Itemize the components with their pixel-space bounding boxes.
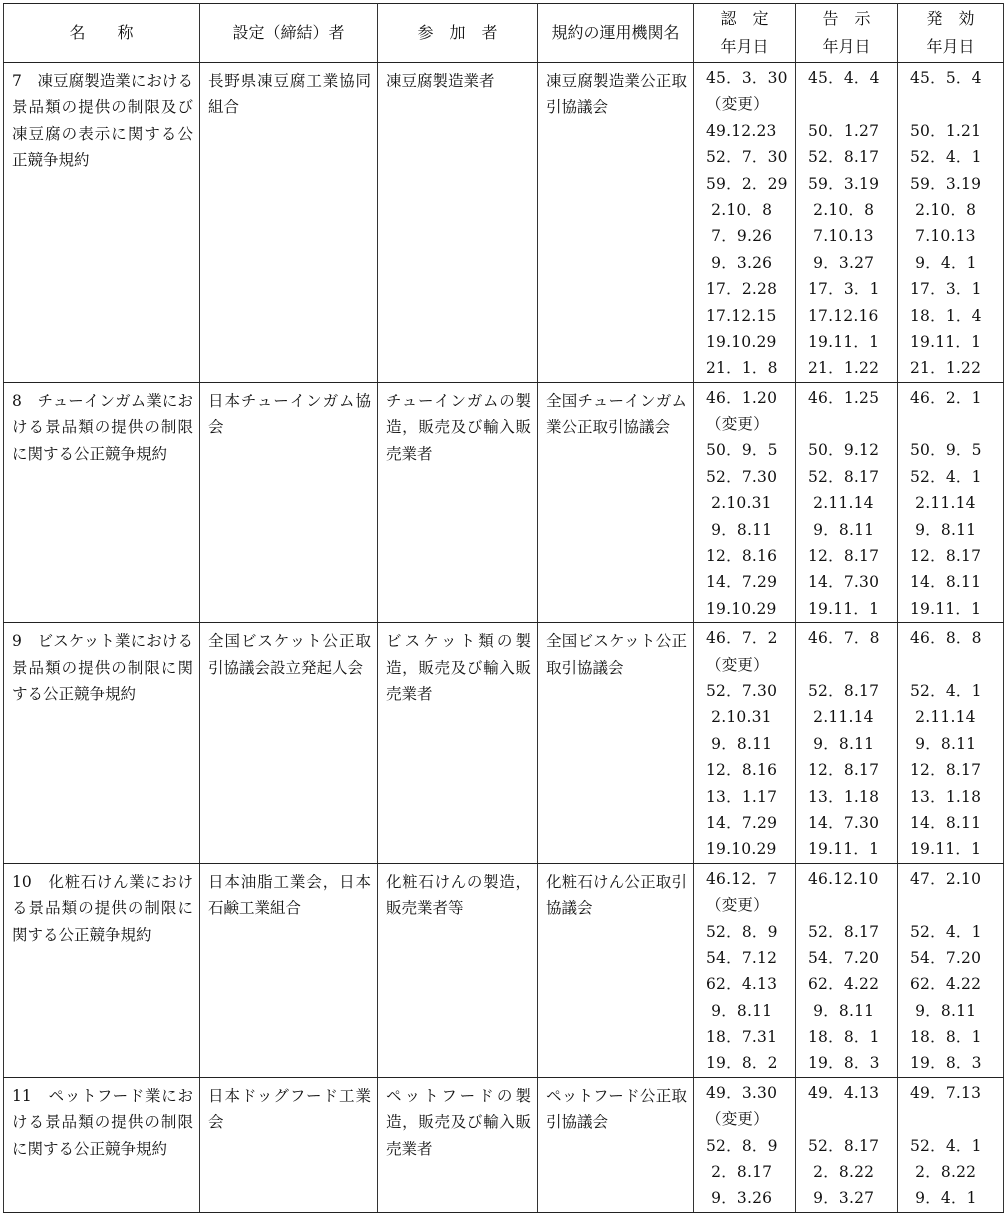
date-cell: 2.10．8 <box>706 200 773 219</box>
date-cell: 46．7．8 <box>808 629 880 648</box>
date-cell: 9．8.11 <box>808 1001 875 1020</box>
date-cell: 2.11.14 <box>808 494 874 513</box>
date-cell: （変更） <box>706 415 769 434</box>
date-cell: 19.11．1 <box>808 332 880 351</box>
header-approved: 認 定 年月日 <box>694 4 796 63</box>
date-cell: 2.10.31 <box>706 708 772 727</box>
date-cell: 7.10.13 <box>808 227 874 246</box>
notified-dates <box>796 863 898 1077</box>
date-cell: 46.12.10 <box>808 869 879 888</box>
date-cell: 52．8.17 <box>808 148 880 167</box>
date-cell <box>796 652 897 678</box>
table-row <box>4 63 1004 383</box>
date-cell: 21．1．8 <box>706 359 778 378</box>
date-cell: 59．3.19 <box>808 174 880 193</box>
row-operator: 凍豆腐製造業公正取引協議会 <box>538 63 694 383</box>
date-cell: 45．4．4 <box>808 69 880 87</box>
approved-dates <box>694 863 796 1077</box>
date-cell: 59．3.19 <box>910 174 982 193</box>
date-cell: 50．9.12 <box>808 441 880 460</box>
table-row <box>4 623 1004 864</box>
approved-dates <box>694 623 796 864</box>
row-name: 8 チューインガム業における景品類の提供の制限に関する公正競争規約 <box>4 382 200 623</box>
date-cell: 9．4．1 <box>910 1189 977 1208</box>
effective-dates <box>898 623 1004 864</box>
date-cell: 2.10．8 <box>808 200 875 219</box>
date-cell: 9．8.11 <box>706 734 773 753</box>
row-setter: 全国ビスケット公正取引協議会設立発起人会 <box>200 623 378 864</box>
row-participants: ビスケット類の製造，販売及び輸入販売業者 <box>378 623 538 864</box>
date-cell: 7.10.13 <box>910 227 976 246</box>
date-cell: 18．8．1 <box>808 1028 880 1047</box>
table-row <box>4 863 1004 1077</box>
date-cell: 9．3.26 <box>706 253 773 272</box>
date-cell: 14．7.30 <box>808 573 880 592</box>
regulations-table <box>3 3 1004 1213</box>
row-name: 10 化粧石けん業における景品類の提供の制限に関する公正競争規約 <box>4 863 200 1077</box>
date-cell: 52．8．9 <box>706 922 778 941</box>
table-row <box>4 1077 1004 1212</box>
date-cell: 46．8．8 <box>910 629 982 648</box>
date-cell: 14．7.29 <box>706 573 778 592</box>
date-cell: 45．3．30 <box>706 69 788 87</box>
row-participants: 化粧石けんの製造，販売業者等 <box>378 863 538 1077</box>
date-cell: 12．8.16 <box>706 547 778 566</box>
date-cell: 13．1.17 <box>706 787 778 806</box>
date-cell: 45．5．4 <box>910 69 982 87</box>
date-cell: 52．7．30 <box>706 148 788 167</box>
date-cell: 49.12.23 <box>706 121 777 140</box>
date-cell: 52．8.17 <box>808 922 880 941</box>
date-cell: 17.12.16 <box>808 306 879 325</box>
table-row <box>4 382 1004 623</box>
date-cell <box>796 892 897 918</box>
notified-dates <box>796 382 898 623</box>
date-cell: 19.10.29 <box>706 840 777 859</box>
date-cell: 52．8.17 <box>808 467 880 486</box>
date-cell: 52．7.30 <box>706 467 778 486</box>
date-cell: 9．3.27 <box>808 253 875 272</box>
date-cell: 17．3．1 <box>808 280 880 299</box>
date-cell: 52．7.30 <box>706 681 778 700</box>
date-cell: 19.11．1 <box>910 599 982 618</box>
date-cell: 52．8．9 <box>706 1136 778 1155</box>
date-cell: 19.11．1 <box>910 840 982 859</box>
date-cell: 9．8.11 <box>910 1001 977 1020</box>
notified-dates <box>796 63 898 383</box>
date-cell: 2．8.22 <box>808 1163 875 1182</box>
date-cell <box>796 1106 897 1132</box>
effective-dates <box>898 1077 1004 1212</box>
date-cell: 54．7.12 <box>706 948 778 967</box>
date-cell: 49．3.30 <box>706 1083 778 1102</box>
date-cell: 12．8.16 <box>706 761 778 780</box>
date-cell: 9．4．1 <box>910 253 977 272</box>
date-cell: 9．8.11 <box>706 520 773 539</box>
effective-dates <box>898 63 1004 383</box>
date-cell: 46．1.25 <box>808 388 880 407</box>
date-cell: 62．4.22 <box>808 975 880 994</box>
date-cell: 12．8.17 <box>808 547 880 566</box>
date-cell: 14．8.11 <box>910 573 982 592</box>
date-cell: 52．8.17 <box>808 1136 880 1155</box>
header-row <box>4 4 1004 63</box>
date-cell: 17．3．1 <box>910 280 982 299</box>
date-cell: 19．8．3 <box>910 1054 982 1073</box>
row-name: 9 ビスケット業における景品類の提供の制限に関する公正競争規約 <box>4 623 200 864</box>
date-cell: 13．1.18 <box>808 787 880 806</box>
row-operator: ペットフード公正取引協議会 <box>538 1077 694 1212</box>
date-cell: 14．7.29 <box>706 813 778 832</box>
date-cell <box>898 1106 1003 1132</box>
date-cell: 52．4．1 <box>910 1136 982 1155</box>
row-operator: 全国ビスケット公正取引協議会 <box>538 623 694 864</box>
date-cell: 50．9．5 <box>706 441 778 460</box>
row-setter: 日本油脂工業会，日本石鹸工業組合 <box>200 863 378 1077</box>
date-cell: 17．2.28 <box>706 280 778 299</box>
date-cell <box>898 411 1003 437</box>
date-cell: 50．1.27 <box>808 121 880 140</box>
header-setter: 設定（締結）者 <box>200 4 378 63</box>
date-cell: 46．7．2 <box>706 629 778 648</box>
row-setter: 長野県凍豆腐工業協同組合 <box>200 63 378 383</box>
date-cell: 18．1．4 <box>910 306 982 325</box>
approved-dates <box>694 382 796 623</box>
date-cell <box>898 652 1003 678</box>
date-cell: 9．8.11 <box>910 520 977 539</box>
header-name: 名 称 <box>4 4 200 63</box>
date-cell: 54．7.20 <box>808 948 880 967</box>
date-cell: 12．8.17 <box>910 761 982 780</box>
date-cell: 52．4．1 <box>910 467 982 486</box>
row-operator: 化粧石けん公正取引協議会 <box>538 863 694 1077</box>
notified-dates <box>796 623 898 864</box>
row-participants: 凍豆腐製造業者 <box>378 63 538 383</box>
date-cell: 49．7.13 <box>910 1083 982 1102</box>
header-operator: 規約の運用機関名 <box>538 4 694 63</box>
date-cell: 2．8.22 <box>910 1163 977 1182</box>
date-cell: 2.10．8 <box>910 200 977 219</box>
date-cell: 2．8.17 <box>706 1163 773 1182</box>
approved-dates <box>694 1077 796 1212</box>
date-cell: 9．8.11 <box>706 1001 773 1020</box>
approved-dates <box>694 63 796 383</box>
date-cell: 46．2．1 <box>910 388 982 407</box>
effective-dates <box>898 863 1004 1077</box>
date-cell: （変更） <box>706 95 769 114</box>
date-cell <box>898 91 1003 117</box>
date-cell: 19.11．1 <box>808 840 880 859</box>
date-cell: 12．8.17 <box>808 761 880 780</box>
date-cell: 14．7.30 <box>808 813 880 832</box>
date-cell: 52．8.17 <box>808 681 880 700</box>
date-cell: （変更） <box>706 896 769 915</box>
date-cell: （変更） <box>706 655 769 674</box>
date-cell: （変更） <box>706 1110 769 1129</box>
date-cell: 54．7.20 <box>910 948 982 967</box>
notified-dates <box>796 1077 898 1212</box>
row-operator: 全国チューインガム業公正取引協議会 <box>538 382 694 623</box>
date-cell: 21．1.22 <box>910 359 982 378</box>
date-cell: 50．1.21 <box>910 121 982 140</box>
date-cell: 2.10.31 <box>706 494 772 513</box>
date-cell: 62．4.22 <box>910 975 982 994</box>
date-cell: 9．8.11 <box>808 734 875 753</box>
date-cell <box>796 91 897 117</box>
row-participants: チューインガムの製造，販売及び輸入販売業者 <box>378 382 538 623</box>
date-cell: 18．8．1 <box>910 1028 982 1047</box>
header-notified: 告 示 年月日 <box>796 4 898 63</box>
date-cell: 46.12．7 <box>706 869 778 888</box>
row-name: 7 凍豆腐製造業における景品類の提供の制限及び凍豆腐の表示に関する公正競争規約 <box>4 63 200 383</box>
date-cell: 19．8．2 <box>706 1054 778 1073</box>
date-cell: 19．8．3 <box>808 1054 880 1073</box>
date-cell: 52．4．1 <box>910 922 982 941</box>
date-cell: 9．8.11 <box>808 520 875 539</box>
date-cell: 52．4．1 <box>910 148 982 167</box>
date-cell: 2.11.14 <box>910 494 976 513</box>
date-cell <box>796 411 897 437</box>
date-cell: 19.10.29 <box>706 599 777 618</box>
date-cell: 59．2．29 <box>706 174 788 193</box>
date-cell: 9．8.11 <box>910 734 977 753</box>
date-cell: 2.11.14 <box>808 708 874 727</box>
date-cell: 19.11．1 <box>808 599 880 618</box>
row-participants: ペットフードの製造，販売及び輸入販売業者 <box>378 1077 538 1212</box>
effective-dates <box>898 382 1004 623</box>
date-cell: 13．1.18 <box>910 787 982 806</box>
row-name: 11 ペットフード業における景品類の提供の制限に関する公正競争規約 <box>4 1077 200 1212</box>
date-cell: 21．1.22 <box>808 359 880 378</box>
date-cell: 62．4.13 <box>706 975 778 994</box>
date-cell: 49．4.13 <box>808 1083 880 1102</box>
header-participants: 参 加 者 <box>378 4 538 63</box>
date-cell: 47．2.10 <box>910 869 982 888</box>
date-cell: 52．4．1 <box>910 681 982 700</box>
date-cell: 9．3.27 <box>808 1189 875 1208</box>
date-cell: 2.11.14 <box>910 708 976 727</box>
date-cell: 12．8.17 <box>910 547 982 566</box>
date-cell: 46．1.20 <box>706 388 778 407</box>
date-cell: 9．3.26 <box>706 1189 773 1208</box>
row-setter: 日本ドッグフード工業会 <box>200 1077 378 1212</box>
date-cell: 19.11．1 <box>910 332 982 351</box>
date-cell: 7．9.26 <box>706 227 773 246</box>
date-cell <box>898 892 1003 918</box>
date-cell: 50．9．5 <box>910 441 982 460</box>
date-cell: 18．7.31 <box>706 1028 778 1047</box>
date-cell: 17.12.15 <box>706 306 777 325</box>
row-setter: 日本チューインガム協会 <box>200 382 378 623</box>
header-effective: 発 効 年月日 <box>898 4 1004 63</box>
date-cell: 14．8.11 <box>910 813 982 832</box>
date-cell: 19.10.29 <box>706 332 777 351</box>
